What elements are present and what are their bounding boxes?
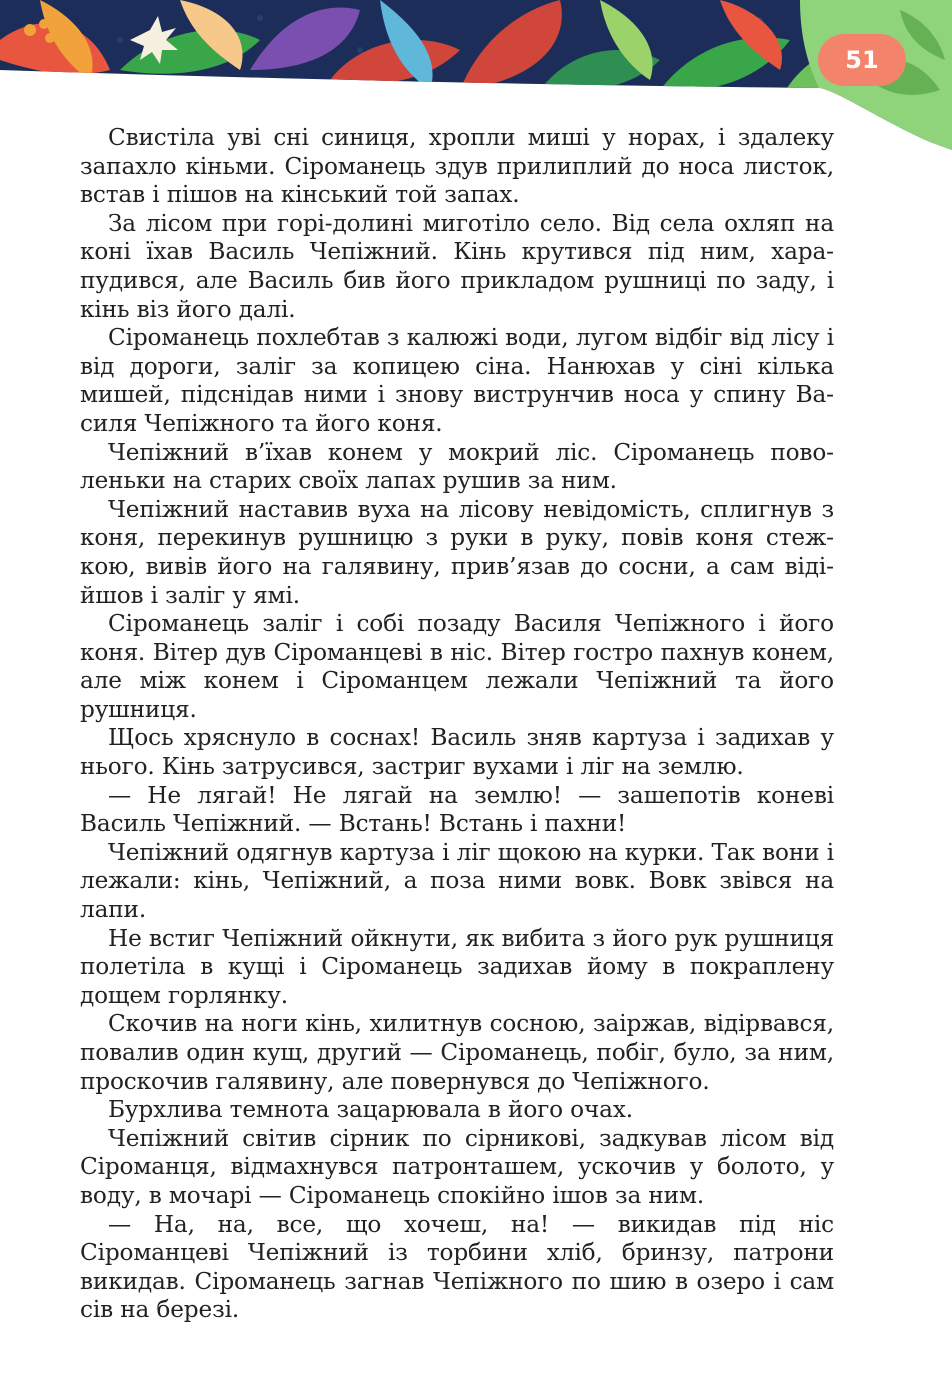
paragraph: Щось хряснуло в соснах! Василь зняв картуза і задихав у нього. Кінь затрусився, застриг вухами і ліг на землю. (80, 724, 834, 781)
paragraph: — На, на, все, що хочеш, на! — викидав під ніс Сіроманцеві Чепіжний із торбини хліб, бринзу, патрони викидав. Сіроманець загнав Чепіжного по шию в озеро і сам сів на березі. (80, 1210, 834, 1324)
paragraph: — Не лягай! Не лягай на землю! — зашепотів коневі Василь Чепіжний. — Встань! Встань і пахни! (80, 781, 834, 838)
page-number: 51 (845, 46, 879, 74)
paragraph: Чепіжний наставив вуха на лісову невідомість, сплигнув з коня, перекинув рушницю з руки в руку, повів коня стежкою, вивів його на галявину, прив’язав до сосни, а сам відійшов і заліг у ямі. (80, 495, 834, 609)
paragraph: Сіроманець похлебтав з калюжі води, лугом відбіг від лісу і від дороги, заліг за копицею сіна. Нанюхав у сіні кілька мишей, підснідав ними і знову виструнчив носа у спину Василя Чепіжного та його коня. (80, 324, 834, 437)
paragraph: Бурхлива темнота зацарювала в його очах. (108, 1096, 633, 1124)
paragraph: Чепіжний одягнув картуза і ліг щокою на курки. Так вони і лежали: кінь, Чепіжний, а поза ними вовк. Вовк звівся на лапи. (80, 838, 834, 924)
paragraph: Чепіжний світив сірник по сірникові, задкував лісом від Сіроманця, відмахнувся патронташем, ускочив у болото, у воду, в мочарі — Сіроманець спокійно ішов за ним. (80, 1124, 834, 1209)
paragraph: Чепіжний в’їхав конем у мокрий ліс. Сіроманець поволеньки на старих своїх лапах рушив за ним. (80, 438, 834, 495)
paragraph: Скочив на ноги кінь, хилитнув сосною, заіржав, відірвався, повалив один кущ, другий — Сіроманець, побіг, було, за ним, проскочив галявину, але повернувся до Чепіжного. (80, 1010, 834, 1095)
story-text (80, 124, 834, 1325)
paragraph: Сіроманець заліг і собі позаду Василя Чепіжного і його коня. Вітер дув Сіроманцеві в ніс. Вітер гостро пахнув конем, але між конем і Сіроманцем лежали Чепіжний та його рушниця. (80, 610, 834, 723)
page-number-badge (818, 34, 906, 86)
paragraph: Свистіла уві сні синиця, хропли миші у норах, і здалеку запахло кіньми. Сіроманець здув прилиплий до носа листок, встав і пішов на кінський той запах. (80, 124, 834, 209)
paragraph: Не встиг Чепіжний ойкнути, як вибита з його рук рушниця полетіла в кущі і Сіроманець задихав йому в покраплену дощем горлянку. (80, 924, 834, 1009)
paragraph: За лісом при горі-долині миготіло село. Від села охляп на коні їхав Василь Чепіжний. Кінь крутився під ним, харапудився, але Василь бив його прикладом рушниці по заду, і кінь віз його далі. (80, 209, 834, 323)
